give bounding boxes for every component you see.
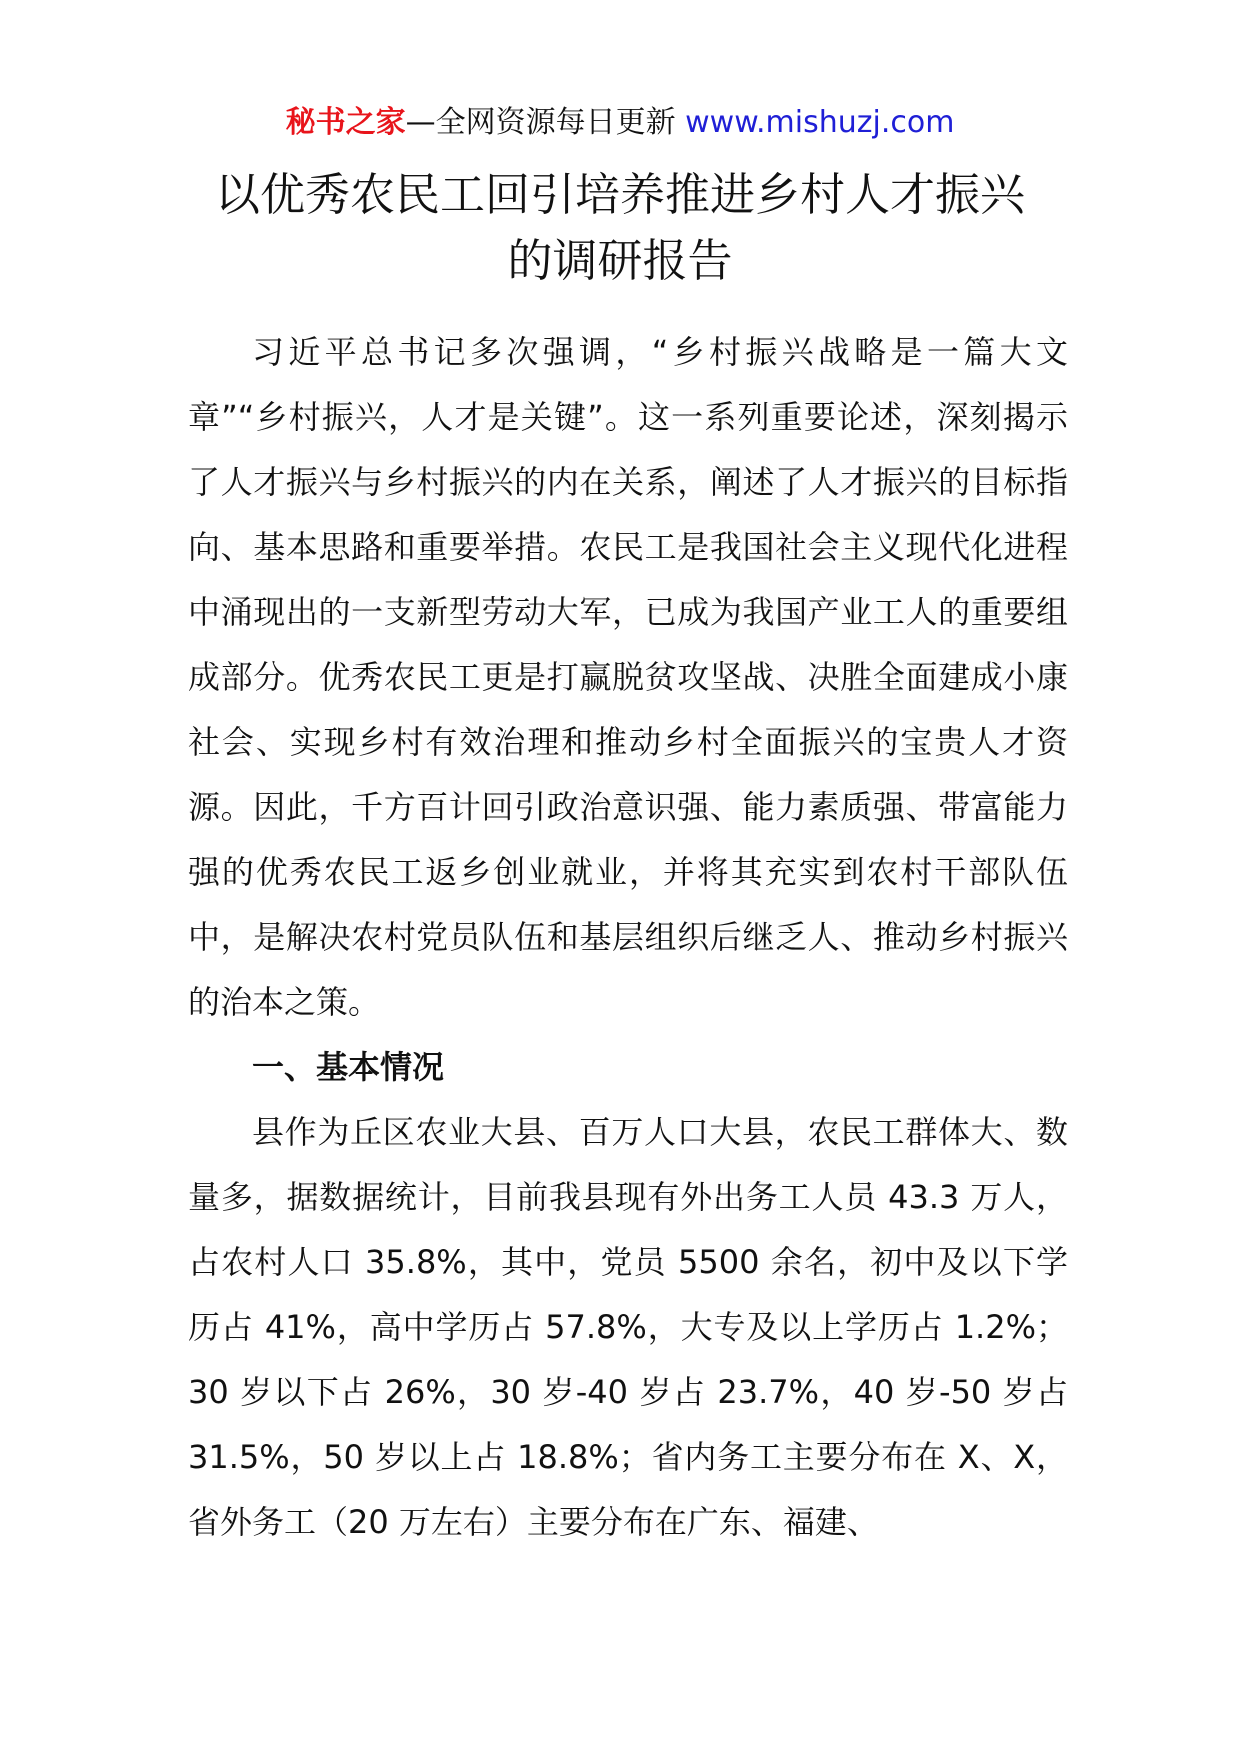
- site-header: [0, 101, 1240, 145]
- document-body: [188, 320, 1068, 1555]
- section-paragraph-basic-situation: 县作为丘区农业大县、百万人口大县，农民工群体大、数量多，据数据统计，目前我县现有外出务工人员 43.3 万人，占农村人口 35.8%，其中，党员 5500 余名，初中及以下学历占 41%，高中学历占 57.8%，大专及以上学历占 1.2%；30 岁以下占 26%，30 岁-40 岁占 23.7%，40 岁-50 岁占 31.5%，50 岁以上占 18.8%；省内务工主要分布在 X、X，省外务工（20 万左右）主要分布在广东、福建、: [188, 1113, 1068, 1541]
- title-line-2: 的调研报告: [507, 234, 733, 287]
- section-heading-basic-situation: 一、基本情况: [252, 1048, 445, 1086]
- document-title: [0, 162, 1240, 294]
- intro-paragraph: 习近平总书记多次强调，“乡村振兴战略是一篇大文章”“乡村振兴，人才是关键”。这一系列重要论述，深刻揭示了人才振兴与乡村振兴的内在关系，阐述了人才振兴的目标指向、基本思路和重要举措。农民工是我国社会主义现代化进程中涌现出的一支新型劳动大军，已成为我国产业工人的重要组成部分。优秀农民工更是打赢脱贫攻坚战、决胜全面建成小康社会、实现乡村有效治理和推动乡村全面振兴的宝贵人才资源。因此，千方百计回引政治意识强、能力素质强、带富能力强的优秀农民工返乡创业就业，并将其充实到农村干部队伍中，是解决农村党员队伍和基层组织后继乏人、推动乡村振兴的治本之策。: [188, 333, 1068, 1021]
- brand-name: 秘书之家: [285, 105, 406, 140]
- header-tagline: —全网资源每日更新: [405, 105, 686, 140]
- site-url-link[interactable]: www.mishuzj.com: [685, 105, 955, 140]
- title-line-1: 以优秀农民工回引培养推进乡村人才振兴: [214, 168, 1025, 221]
